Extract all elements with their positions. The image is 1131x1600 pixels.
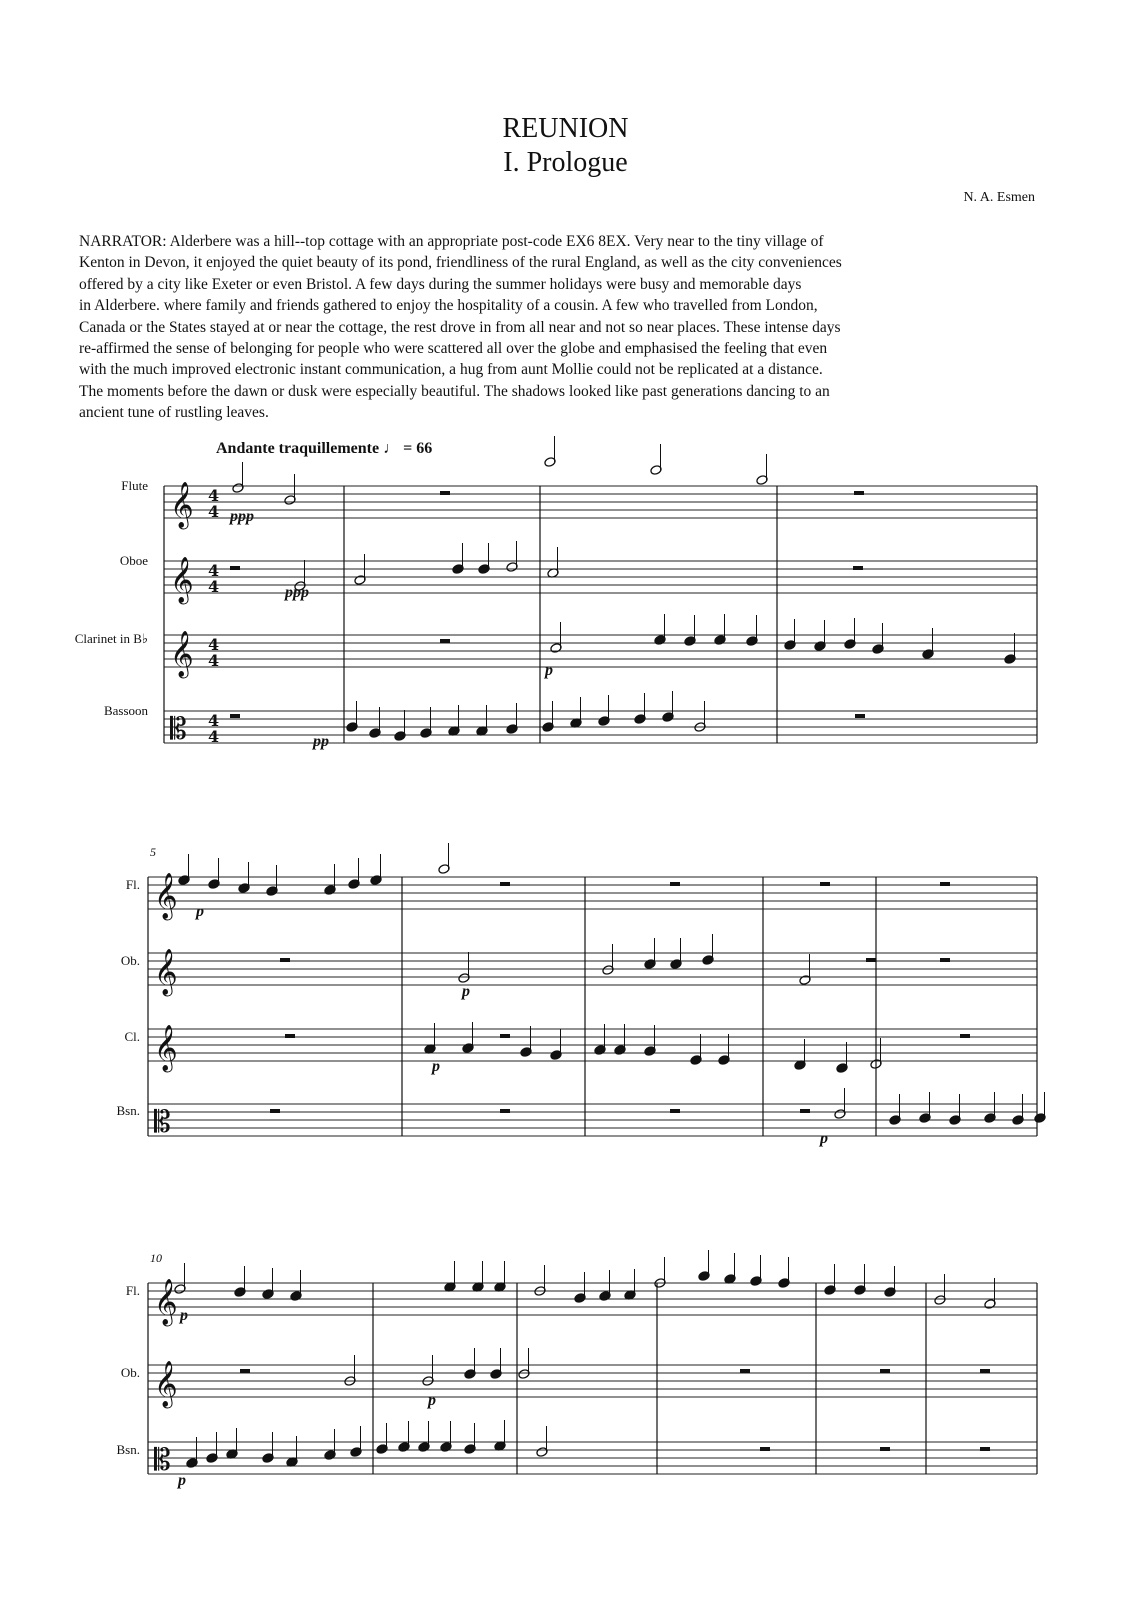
treble-clef-icon: 𝄞 <box>170 557 194 603</box>
rest-icon <box>940 882 950 886</box>
c-clef-icon: 𝄡 <box>154 1105 171 1140</box>
rest-icon <box>230 566 240 570</box>
rest-icon <box>853 566 863 570</box>
dynamic-marking: p <box>428 1392 436 1409</box>
time-signature: 4 <box>208 651 220 670</box>
rest-icon <box>980 1447 990 1451</box>
narration-line: in Alderbere. where family and friends gathered to enjoy the hospitality of a cousin. A few who travelled from London, <box>79 297 818 315</box>
instrument-label-bassoon: Bsn. <box>116 1442 140 1457</box>
piece-title: REUNION <box>502 113 629 144</box>
rest-icon <box>740 1369 750 1373</box>
movement-title: I. Prologue <box>503 147 628 178</box>
rest-icon <box>670 1109 680 1113</box>
rest-icon <box>670 882 680 886</box>
time-signature: 4 <box>208 577 220 596</box>
instrument-label-oboe: Oboe <box>119 553 148 568</box>
rest-icon <box>880 1369 890 1373</box>
rest-icon <box>270 1109 280 1113</box>
instrument-label-bassoon: Bsn. <box>116 1103 140 1118</box>
dynamic-marking: p <box>196 903 204 920</box>
time-signature: 4 <box>208 486 220 505</box>
treble-clef-icon: 𝄞 <box>154 1361 178 1407</box>
treble-clef-icon: 𝄞 <box>154 1279 178 1325</box>
rest-icon <box>854 491 864 495</box>
rest-icon <box>500 1034 510 1038</box>
rest-icon <box>800 1109 810 1113</box>
rest-icon <box>500 1109 510 1113</box>
treble-clef-icon: 𝄞 <box>154 949 178 995</box>
tempo-marking: Andante traquillemente ♩ = 66 <box>216 440 433 457</box>
dynamic-marking: ppp <box>230 508 254 525</box>
dynamic-marking: p <box>432 1058 440 1075</box>
rest-icon <box>820 882 830 886</box>
rest-icon <box>960 1034 970 1038</box>
c-clef-icon: 𝄡 <box>154 1443 171 1478</box>
treble-clef-icon: 𝄞 <box>170 631 194 677</box>
narration-line: Canada or the States stayed at or near the cottage, the rest drove in from all near and not so near places. These intense days <box>79 318 841 336</box>
dynamic-marking: pp <box>313 733 329 750</box>
rest-icon <box>440 491 450 495</box>
instrument-label-flute: Fl. <box>125 877 140 892</box>
dynamic-marking: p <box>462 983 470 1000</box>
time-signature: 4 <box>208 711 220 730</box>
narration-line: offered by a city like Exeter or even Bristol. A few days during the summer holidays were busy and memorable days <box>79 275 802 293</box>
rest-icon <box>940 958 950 962</box>
treble-clef-icon: 𝄞 <box>154 873 178 919</box>
instrument-label-oboe: Ob. <box>120 1365 140 1380</box>
rest-icon <box>285 1034 295 1038</box>
narration-line: re-affirmed the sense of belonging for people who were scattered all over the globe and emphasised the feeling that even <box>79 340 828 358</box>
narration-line: The moments before the dawn or dusk were especially beautiful. The shadows looked like past generations dancing to an <box>79 382 830 400</box>
dynamic-marking: p <box>820 1130 828 1147</box>
c-clef-icon: 𝄡 <box>170 712 187 747</box>
treble-clef-icon: 𝄞 <box>154 1025 178 1071</box>
measure-number: 5 <box>150 845 156 859</box>
time-signature: 4 <box>208 635 220 654</box>
instrument-label-oboe: Ob. <box>120 953 140 968</box>
rest-icon <box>855 714 865 718</box>
rest-icon <box>866 958 876 962</box>
dynamic-marking: p <box>180 1307 188 1324</box>
time-signature: 4 <box>208 502 220 521</box>
instrument-label-flute: Flute <box>121 478 148 493</box>
instrument-label-clarinet: Clarinet in B♭ <box>74 631 148 646</box>
rest-icon <box>880 1447 890 1451</box>
rest-icon <box>230 714 240 718</box>
instrument-label-flute: Fl. <box>125 1283 140 1298</box>
dynamic-marking: ppp <box>285 584 309 601</box>
dynamic-marking: p <box>545 662 553 679</box>
narration-line: ancient tune of rustling leaves. <box>79 404 269 422</box>
rest-icon <box>760 1447 770 1451</box>
rest-icon <box>500 882 510 886</box>
rest-icon <box>440 639 450 643</box>
measure-number: 10 <box>150 1251 162 1265</box>
rest-icon <box>980 1369 990 1373</box>
instrument-label-clarinet: Cl. <box>124 1029 140 1044</box>
rest-icon <box>280 958 290 962</box>
staff-lines <box>148 482 1037 1478</box>
narration-line: Kenton in Devon, it enjoyed the quiet beauty of its pond, friendliness of the rural England, as well as the city conveniences <box>79 254 842 272</box>
narration-line: with the much improved electronic instant communication, a hug from aunt Mollie could not be replicated at a distance. <box>79 361 823 379</box>
dynamic-marking: p <box>178 1472 186 1489</box>
instrument-label-bassoon: Bassoon <box>103 703 148 718</box>
note-heads <box>174 436 1046 1468</box>
rest-icon <box>240 1369 250 1373</box>
time-signature: 4 <box>208 727 220 746</box>
treble-clef-icon: 𝄞 <box>170 482 194 528</box>
time-signature: 4 <box>208 561 220 580</box>
composer-name: N. A. Esmen <box>963 190 1035 205</box>
narration-line: NARRATOR: Alderbere was a hill--top cottage with an appropriate post-code EX6 8EX. Very near to the tiny village of <box>79 233 824 250</box>
